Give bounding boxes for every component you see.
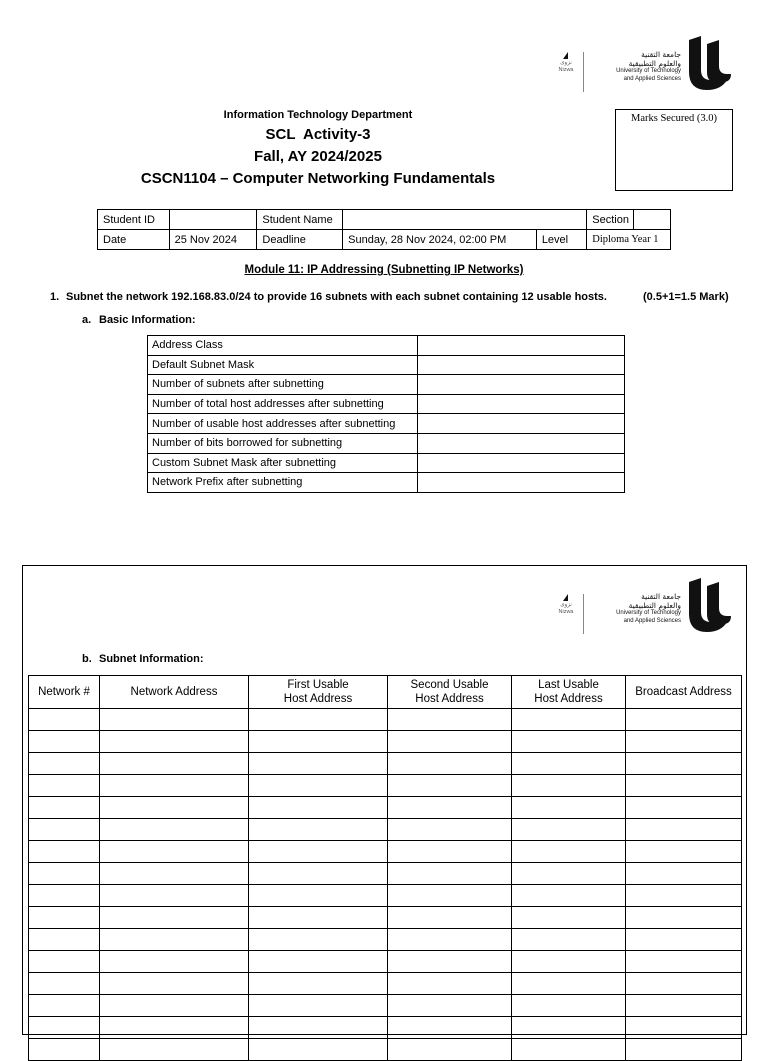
course-title: CSCN1104 – Computer Networking Fundamentals: [140, 170, 496, 187]
subnet-cell-field[interactable]: [29, 775, 100, 797]
subnet-cell-field[interactable]: [249, 863, 388, 885]
col-first-usable-line2: Host Address: [283, 693, 353, 705]
subnet-cell-field[interactable]: [29, 885, 100, 907]
subnet-cell-field[interactable]: [100, 907, 249, 929]
subnet-cell-field[interactable]: [626, 995, 742, 1017]
department-title: Information Technology Department: [223, 109, 413, 121]
subnet-row: [29, 951, 742, 973]
campus-arabic: نزوى: [560, 602, 572, 608]
basic-info-answer-field[interactable]: [418, 433, 625, 453]
subnet-row: [29, 907, 742, 929]
subnet-cell-field[interactable]: [388, 1017, 512, 1039]
marks-secured-box[interactable]: [615, 109, 733, 191]
col-last-usable-line1: Last Usable: [538, 679, 599, 691]
second-page: [22, 565, 747, 1035]
subnet-cell-field[interactable]: [100, 753, 249, 775]
basic-info-row: [148, 453, 625, 473]
subnet-cell-field[interactable]: [512, 753, 626, 775]
subnet-cell-field[interactable]: [249, 819, 388, 841]
subnet-cell-field[interactable]: [626, 863, 742, 885]
col-second-usable-line1: Second Usable: [410, 679, 489, 691]
subnet-cell-field[interactable]: [512, 797, 626, 819]
subnet-cell-field[interactable]: [626, 753, 742, 775]
subnet-cell-field[interactable]: [249, 841, 388, 863]
subnet-cell-field[interactable]: [249, 1039, 388, 1061]
university-arabic-1: جامعة التقنية: [641, 50, 681, 59]
student-id-label: Student ID: [98, 210, 170, 230]
section-field[interactable]: [633, 210, 670, 230]
university-logo-page2: [555, 578, 735, 638]
subnet-cell-field[interactable]: [388, 907, 512, 929]
subnet-cell-field[interactable]: [512, 929, 626, 951]
subnet-cell-field[interactable]: [100, 797, 249, 819]
subnet-row: [29, 929, 742, 951]
subnet-info-table: [28, 675, 742, 1061]
subnet-cell-field[interactable]: [626, 775, 742, 797]
basic-info-label: Number of usable host addresses after subnetting: [148, 414, 418, 434]
subnet-row: [29, 731, 742, 753]
subnet-cell-field[interactable]: [512, 907, 626, 929]
subnet-row: [29, 775, 742, 797]
subnet-row: [29, 819, 742, 841]
campus-label: [555, 52, 577, 74]
subnet-cell-field[interactable]: [249, 1017, 388, 1039]
subnet-cell-field[interactable]: [29, 995, 100, 1017]
subnet-cell-field[interactable]: [512, 1039, 626, 1061]
subnet-cell-field[interactable]: [512, 995, 626, 1017]
subnet-row: [29, 1017, 742, 1039]
subnet-cell-field[interactable]: [388, 951, 512, 973]
col-network-address: Network Address: [100, 676, 249, 709]
basic-info-row: [148, 394, 625, 414]
subnet-cell-field[interactable]: [388, 819, 512, 841]
subnet-cell-field[interactable]: [29, 731, 100, 753]
basic-info-label: Default Subnet Mask: [148, 355, 418, 375]
subnet-cell-field[interactable]: [512, 863, 626, 885]
student-info-table: [97, 209, 671, 250]
marks-secured-label: Marks Secured (3.0): [630, 113, 717, 124]
subnet-cell-field[interactable]: [100, 863, 249, 885]
subnet-cell-field[interactable]: [100, 841, 249, 863]
basic-info-answer-field[interactable]: [418, 375, 625, 395]
subnet-cell-field[interactable]: [388, 863, 512, 885]
subnet-cell-field[interactable]: [626, 1017, 742, 1039]
col-first-usable-line1: First Usable: [287, 679, 349, 691]
question-marks: (0.5+1=1.5 Mark): [643, 291, 729, 303]
subnet-cell-field[interactable]: [249, 885, 388, 907]
basic-info-row: [148, 473, 625, 493]
subnet-cell-field[interactable]: [249, 973, 388, 995]
basic-info-answer-field[interactable]: [418, 355, 625, 375]
university-arabic-2: والعلوم التطبيقية: [628, 59, 681, 68]
subnet-cell-field[interactable]: [100, 819, 249, 841]
basic-info-label: Number of bits borrowed for subnetting: [148, 433, 418, 453]
subnet-row: [29, 753, 742, 775]
campus-label: [555, 594, 577, 616]
subnet-cell-field[interactable]: [626, 819, 742, 841]
university-emblem-icon: [687, 36, 733, 92]
basic-info-answer-field[interactable]: [418, 414, 625, 434]
subnet-cell-field[interactable]: [29, 907, 100, 929]
subnet-cell-field[interactable]: [29, 951, 100, 973]
subnet-cell-field[interactable]: [626, 973, 742, 995]
basic-info-answer-field[interactable]: [418, 453, 625, 473]
col-second-usable: [388, 676, 512, 709]
subnet-cell-field[interactable]: [388, 775, 512, 797]
university-emblem-icon: [687, 578, 733, 634]
subnet-cell-field[interactable]: [29, 1039, 100, 1061]
subnet-cell-field[interactable]: [388, 753, 512, 775]
subnet-row: [29, 709, 742, 731]
subnet-cell-field[interactable]: [249, 995, 388, 1017]
subnet-cell-field[interactable]: [29, 819, 100, 841]
campus-english: Nizwa: [558, 609, 574, 615]
subnet-cell-field[interactable]: [100, 731, 249, 753]
subnet-row: [29, 885, 742, 907]
col-last-usable: [512, 676, 626, 709]
student-name-field[interactable]: [343, 210, 587, 230]
date-label: Date: [98, 230, 170, 250]
section-label: Section: [587, 210, 633, 230]
subnet-cell-field[interactable]: [249, 753, 388, 775]
student-name-label: Student Name: [257, 210, 343, 230]
university-english-2: and Applied Sciences: [623, 75, 681, 82]
subnet-cell-field[interactable]: [388, 973, 512, 995]
university-name: [587, 50, 681, 83]
basic-info-answer-field[interactable]: [418, 336, 625, 356]
subnet-cell-field[interactable]: [512, 885, 626, 907]
subnet-cell-field[interactable]: [388, 709, 512, 731]
subnet-cell-field[interactable]: [29, 929, 100, 951]
campus-english: Nizwa: [558, 67, 574, 73]
subnet-cell-field[interactable]: [388, 995, 512, 1017]
subnet-cell-field[interactable]: [100, 973, 249, 995]
subnet-cell-field[interactable]: [29, 1017, 100, 1039]
deadline-label: Deadline: [257, 230, 343, 250]
basic-info-row: [148, 336, 625, 356]
subnet-cell-field[interactable]: [388, 841, 512, 863]
subnet-row: [29, 995, 742, 1017]
subnet-cell-field[interactable]: [512, 819, 626, 841]
subnet-cell-field[interactable]: [249, 929, 388, 951]
subnet-cell-field[interactable]: [29, 841, 100, 863]
logo-divider: [583, 52, 584, 92]
subnet-cell-field[interactable]: [249, 907, 388, 929]
subnet-row: [29, 973, 742, 995]
basic-info-label: Custom Subnet Mask after subnetting: [148, 453, 418, 473]
subnet-cell-field[interactable]: [388, 929, 512, 951]
col-second-usable-line2: Host Address: [415, 693, 484, 705]
level-label: Level: [536, 230, 586, 250]
term-title: Fall, AY 2024/2025: [254, 148, 382, 165]
logo-divider: [583, 594, 584, 634]
part-a-label: a.: [82, 314, 92, 326]
part-b-title: Subnet Information:: [99, 653, 204, 665]
subnet-cell-field[interactable]: [388, 885, 512, 907]
university-english-1: University of Technology: [616, 610, 681, 616]
university-arabic-1: جامعة التقنية: [641, 592, 681, 601]
subnet-row: [29, 797, 742, 819]
campus-arabic: نزوى: [560, 60, 572, 66]
deadline-value: Sunday, 28 Nov 2024, 02:00 PM: [343, 230, 537, 250]
subnet-cell-field[interactable]: [249, 731, 388, 753]
basic-info-label: Number of subnets after subnetting: [148, 375, 418, 395]
basic-info-answer-field[interactable]: [418, 473, 625, 493]
subnet-cell-field[interactable]: [626, 841, 742, 863]
question-text: Subnet the network 192.168.83.0/24 to provide 16 subnets with each subnet containing 12 usable hosts.: [66, 291, 607, 303]
subnet-cell-field[interactable]: [388, 1039, 512, 1061]
subnet-cell-field[interactable]: [249, 709, 388, 731]
question-number: 1.: [50, 291, 60, 303]
subnet-row: [29, 1039, 742, 1061]
subnet-cell-field[interactable]: [100, 929, 249, 951]
subnet-cell-field[interactable]: [626, 1039, 742, 1061]
campus-triangle-icon: [563, 594, 568, 601]
subnet-cell-field[interactable]: [249, 797, 388, 819]
subnet-cell-field[interactable]: [626, 951, 742, 973]
subnet-cell-field[interactable]: [626, 797, 742, 819]
subnet-cell-field[interactable]: [100, 709, 249, 731]
subnet-cell-field[interactable]: [100, 885, 249, 907]
subnet-cell-field[interactable]: [100, 951, 249, 973]
activity-title: SCL Activity-3: [265, 126, 371, 143]
subnet-cell-field[interactable]: [100, 775, 249, 797]
university-english-2: and Applied Sciences: [623, 617, 681, 624]
subnet-cell-field[interactable]: [29, 797, 100, 819]
university-arabic-2: والعلوم التطبيقية: [628, 601, 681, 610]
subnet-cell-field[interactable]: [512, 731, 626, 753]
subnet-cell-field[interactable]: [388, 797, 512, 819]
student-id-field[interactable]: [169, 210, 257, 230]
level-value: Diploma Year 1: [587, 230, 671, 250]
basic-info-table: [147, 335, 625, 493]
basic-info-label: Network Prefix after subnetting: [148, 473, 418, 493]
col-first-usable: [249, 676, 388, 709]
subnet-cell-field[interactable]: [512, 1017, 626, 1039]
subnet-cell-field[interactable]: [29, 863, 100, 885]
subnet-cell-field[interactable]: [29, 973, 100, 995]
part-a-title: Basic Information:: [99, 314, 196, 326]
module-title: Module 11: IP Addressing (Subnetting IP Networks): [244, 264, 524, 276]
basic-info-answer-field[interactable]: [418, 394, 625, 414]
subnet-cell-field[interactable]: [626, 907, 742, 929]
campus-triangle-icon: [563, 52, 568, 59]
basic-info-row: [148, 414, 625, 434]
subnet-cell-field[interactable]: [512, 841, 626, 863]
basic-info-label: Number of total host addresses after subnetting: [148, 394, 418, 414]
subnet-cell-field[interactable]: [512, 709, 626, 731]
date-value: 25 Nov 2024: [169, 230, 257, 250]
subnet-cell-field[interactable]: [512, 775, 626, 797]
subnet-cell-field[interactable]: [29, 753, 100, 775]
basic-info-label: Address Class: [148, 336, 418, 356]
basic-info-row: [148, 355, 625, 375]
subnet-cell-field[interactable]: [249, 775, 388, 797]
col-network-number: Network #: [29, 676, 100, 709]
subnet-cell-field[interactable]: [512, 951, 626, 973]
subnet-cell-field[interactable]: [626, 709, 742, 731]
subnet-cell-field[interactable]: [100, 995, 249, 1017]
university-name: [587, 592, 681, 625]
subnet-cell-field[interactable]: [626, 885, 742, 907]
basic-info-row: [148, 375, 625, 395]
basic-info-row: [148, 433, 625, 453]
subnet-cell-field[interactable]: [249, 951, 388, 973]
subnet-cell-field[interactable]: [512, 973, 626, 995]
subnet-cell-field[interactable]: [100, 1039, 249, 1061]
subnet-row: [29, 863, 742, 885]
subnet-cell-field[interactable]: [626, 929, 742, 951]
part-b-label: b.: [82, 653, 92, 665]
subnet-row: [29, 841, 742, 863]
subnet-cell-field[interactable]: [100, 1017, 249, 1039]
col-broadcast-address: Broadcast Address: [626, 676, 742, 709]
subnet-cell-field[interactable]: [29, 709, 100, 731]
col-last-usable-line2: Host Address: [534, 693, 603, 705]
subnet-cell-field[interactable]: [626, 731, 742, 753]
subnet-cell-field[interactable]: [388, 731, 512, 753]
university-logo: [555, 36, 735, 96]
university-english-1: University of Technology: [616, 68, 681, 74]
